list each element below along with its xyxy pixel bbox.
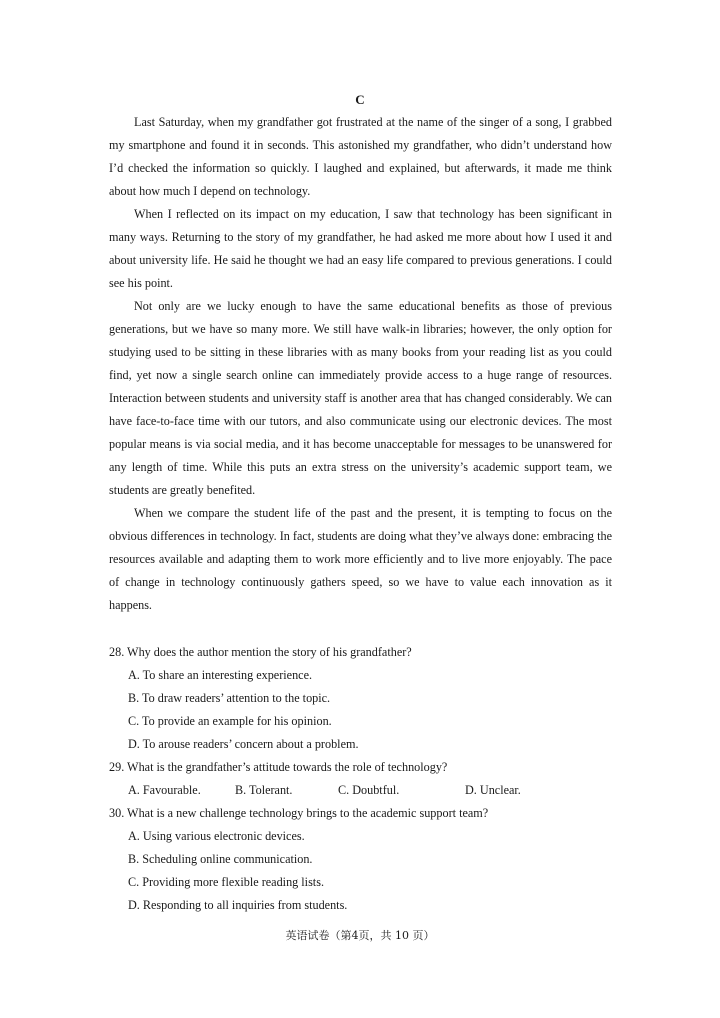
option-c: C. Doubtful. [338, 783, 400, 797]
option-b: B. Scheduling online communication. [128, 852, 313, 866]
option-d: D. To arouse readers’ concern about a problem. [128, 737, 359, 751]
option-b: B. Tolerant. [235, 783, 293, 797]
passage-paragraph-4: When we compare the student life of the past and the present, it is tempting to focus on the obvious differences in technology. In fact, students are doing what they’ve always done: embracing the resources available and adapting them to work more efficiently and to live more enjoyably. The pace of change in technology continuously gathers speed, so we have to value each innovation as it happens. [109, 506, 612, 612]
option-a: A. To share an interesting experience. [128, 668, 313, 682]
question-stem: 29. What is the grandfather’s attitude towards the role of technology? [109, 760, 448, 774]
question-29 [109, 756, 612, 802]
question-stem: 28. Why does the author mention the story of his grandfather? [109, 645, 412, 659]
option-c: C. To provide an example for his opinion. [128, 714, 332, 728]
page-footer: 英语试卷（第4页，共 10 页） [285, 929, 435, 942]
passage-paragraph-2: When I reflected on its impact on my education, I saw that technology has been significant in many ways. Returning to the story of my grandfather, he had asked me more about how I used it and about university life. He said he thought we had an easy life compared to previous generations. I could see his point. [109, 207, 612, 290]
question-list [109, 641, 612, 917]
option-d: D. Responding to all inquiries from students. [128, 898, 348, 912]
option-c: C. Providing more flexible reading lists. [128, 875, 324, 889]
passage-paragraph-1: Last Saturday, when my grandfather got frustrated at the name of the singer of a song, I grabbed my smartphone and found it in seconds. This astonished my grandfather, who didn’t understand how I’d checked the information so quickly. I laughed and explained, but afterwards, it made me think about how much I depend on technology. [109, 115, 612, 198]
section-heading: C [355, 92, 365, 107]
question-stem: 30. What is a new challenge technology brings to the academic support team? [109, 806, 489, 820]
passage-paragraph-3: Not only are we lucky enough to have the same educational benefits as those of previous generations, but we have so many more. We still have walk-in libraries; however, the only option for studying used to be sitting in these libraries with as many books from your reading list as you could find, yet now a single search online can immediately provide access to a huge range of resources. Interaction between students and university staff is another area that has changed considerably. We can have face-to-face time with our tutors, and also communicate using our electronic devices. The most popular means is via social media, and it has become unacceptable for messages to be unanswered for any length of time. While this puts an extra stress on the university’s academic support team, we students are greatly benefited. [109, 299, 612, 497]
option-b: B. To draw readers’ attention to the topic. [128, 691, 331, 705]
option-row [128, 779, 612, 802]
question-28 [109, 641, 612, 756]
option-a: A. Favourable. [128, 783, 201, 797]
option-d: D. Unclear. [465, 783, 521, 797]
question-30 [109, 802, 612, 917]
reading-passage [109, 111, 612, 617]
option-a: A. Using various electronic devices. [128, 829, 305, 843]
